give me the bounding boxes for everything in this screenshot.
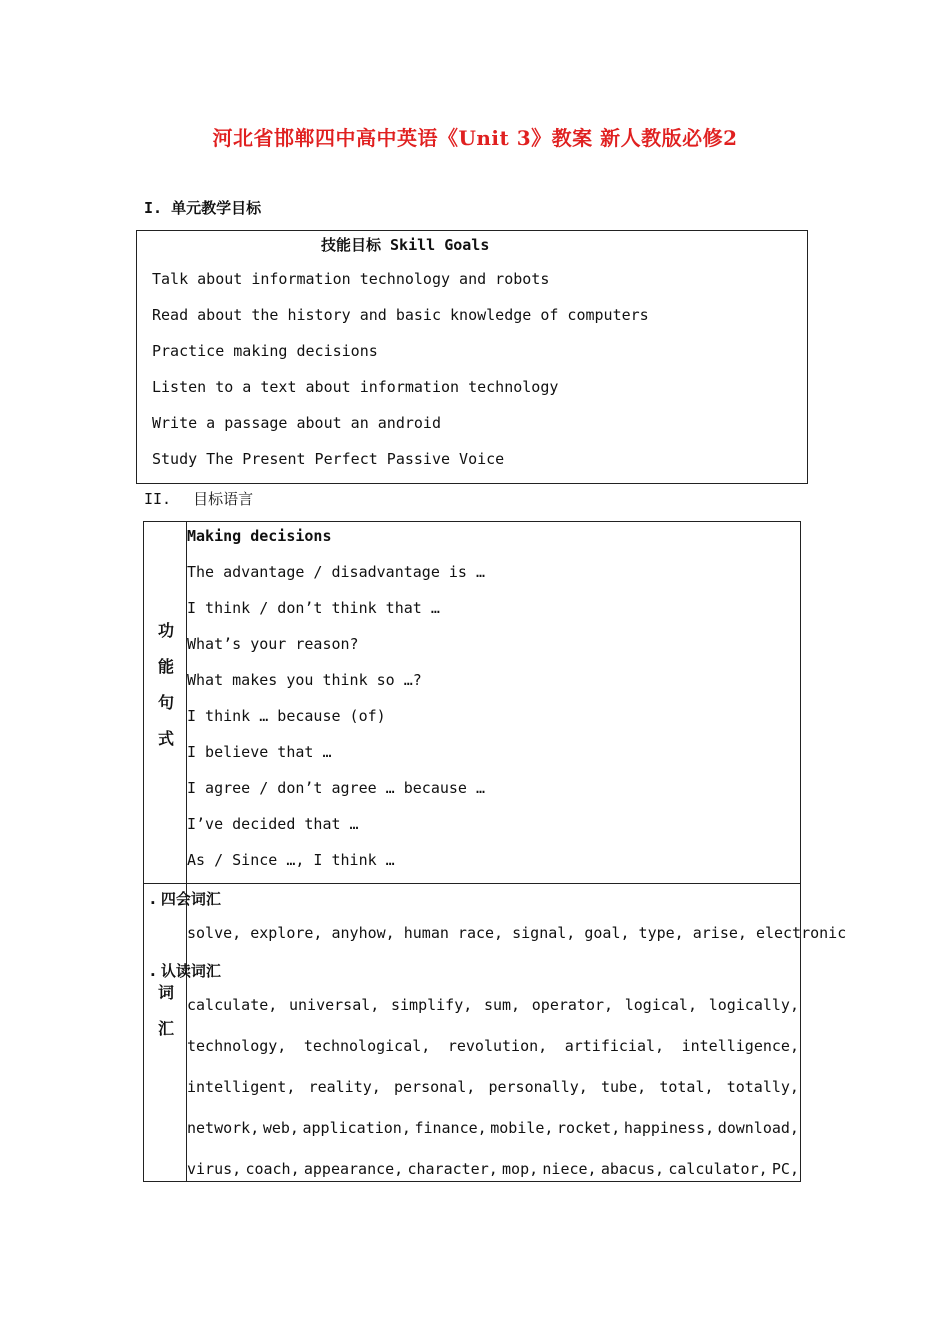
skill-goal-item: Practice making decisions xyxy=(152,342,378,360)
skill-goal-item: Talk about information technology and robots xyxy=(152,270,550,288)
vocab-word: web, xyxy=(262,1119,299,1137)
vocab-word: technological, xyxy=(303,1037,431,1055)
reading-vocab-row xyxy=(187,1078,799,1096)
section-number: II. xyxy=(144,490,172,508)
vocab-word: mop, xyxy=(502,1160,539,1178)
vocab-word: download, xyxy=(717,1119,799,1137)
reading-vocab-row xyxy=(187,996,799,1014)
vocab-word: abacus, xyxy=(600,1160,665,1178)
vocab-word: artificial, xyxy=(564,1037,665,1055)
vocab-word: simplify, xyxy=(391,996,473,1014)
vocab-word: network, xyxy=(187,1119,260,1137)
vocab-word: character, xyxy=(407,1160,498,1178)
function-item: What makes you think so …? xyxy=(187,671,422,689)
vocab-word: finance, xyxy=(414,1119,487,1137)
page-title: 河北省邯郸四中高中英语《Unit 3》教案 新人教版必修2 xyxy=(212,126,738,150)
vocab-word: reality, xyxy=(308,1078,381,1096)
vocab-word: operator, xyxy=(531,996,614,1014)
vocab-word: niece, xyxy=(542,1160,597,1178)
function-item: I agree / don’t agree … because … xyxy=(187,779,486,797)
functions-heading: Making decisions xyxy=(187,527,332,545)
vocab-word: tube, xyxy=(601,1078,647,1096)
vocab-word: sum, xyxy=(483,996,521,1014)
section-heading-objectives: I. 单元教学目标 xyxy=(144,199,262,217)
function-item: As / Since …, I think … xyxy=(187,851,395,869)
function-item: I believe that … xyxy=(187,743,332,761)
vocab-word: logically, xyxy=(708,996,799,1014)
vocab-word: rocket, xyxy=(557,1119,621,1137)
row-label-char: 功 xyxy=(158,621,175,640)
row-label-char: 词 xyxy=(158,983,175,1002)
section-title: 目标语言 xyxy=(193,490,254,508)
row-label-char: 能 xyxy=(158,657,175,676)
row-label-char: 句 xyxy=(158,693,175,712)
four-skill-vocab-label: . 四会词汇 xyxy=(150,890,221,908)
skill-goal-item: Study The Present Perfect Passive Voice xyxy=(152,450,505,468)
vocab-word: calculator, xyxy=(668,1160,768,1178)
target-language-table xyxy=(143,521,847,1182)
vocab-word: total, xyxy=(659,1078,714,1096)
skill-goal-item: Read about the history and basic knowledge of computers xyxy=(152,306,649,324)
function-item: The advantage / disadvantage is … xyxy=(187,563,486,581)
reading-vocab-row xyxy=(187,1119,799,1137)
skill-goals-box xyxy=(136,230,808,484)
vocab-word: universal, xyxy=(289,996,380,1014)
row-label-char: 式 xyxy=(158,729,175,748)
vocab-word: intelligent, xyxy=(187,1078,296,1096)
vocab-word: revolution, xyxy=(447,1037,548,1055)
vocab-word: totally, xyxy=(726,1078,799,1096)
row-label-char: 汇 xyxy=(158,1019,175,1038)
reading-vocab-row xyxy=(187,1160,799,1178)
vocab-word: logical, xyxy=(624,996,697,1014)
vocab-word: personal, xyxy=(394,1078,476,1096)
four-skill-vocab: solve, explore, anyhow, human race, signal, goal, type, arise, electronic xyxy=(187,924,847,942)
section-heading-target-language xyxy=(144,488,253,509)
skill-goal-item: Listen to a text about information technology xyxy=(152,378,559,396)
function-item: I think … because (of) xyxy=(187,707,386,725)
vocab-word: appearance, xyxy=(303,1160,404,1178)
function-item: What’s your reason? xyxy=(187,635,359,653)
reading-vocab-label: . 认读词汇 xyxy=(150,962,221,980)
vocab-word: technology, xyxy=(187,1037,287,1055)
reading-vocab-row xyxy=(187,1037,799,1055)
function-item: I think / don’t think that … xyxy=(187,599,440,617)
vocab-word: intelligence, xyxy=(681,1037,799,1055)
vocab-word: calculate, xyxy=(187,996,278,1014)
vocab-word: personally, xyxy=(488,1078,588,1096)
row-divider xyxy=(144,883,800,884)
skill-goals-heading: 技能目标 Skill Goals xyxy=(321,236,490,254)
vocab-word: happiness, xyxy=(623,1119,715,1137)
vocab-word: application, xyxy=(302,1119,411,1137)
vocab-word: virus, xyxy=(187,1160,242,1178)
vocab-word: PC, xyxy=(771,1160,799,1178)
skill-goal-item: Write a passage about an android xyxy=(152,414,441,432)
function-item: I’ve decided that … xyxy=(187,815,359,833)
vocab-word: mobile, xyxy=(490,1119,554,1137)
vocab-word: coach, xyxy=(245,1160,300,1178)
